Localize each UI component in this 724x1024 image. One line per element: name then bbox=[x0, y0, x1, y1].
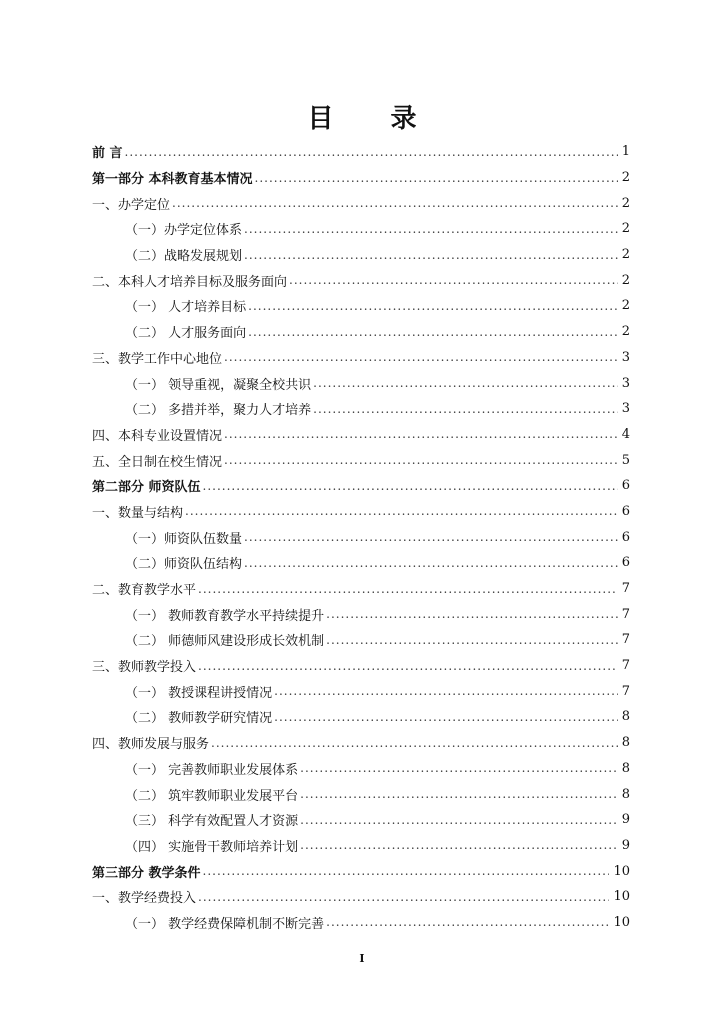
toc-entry-page: 10 bbox=[613, 863, 630, 879]
toc-entry[interactable] bbox=[92, 781, 630, 807]
toc-entry[interactable] bbox=[92, 190, 630, 216]
toc-entry-label: （一） 教学经费保障机制不断完善 bbox=[125, 916, 325, 932]
dot-leader bbox=[203, 863, 610, 879]
dot-leader bbox=[244, 529, 618, 545]
toc-entry-page: 10 bbox=[613, 889, 630, 905]
toc-entry[interactable] bbox=[92, 267, 630, 293]
toc-entry[interactable] bbox=[92, 345, 630, 371]
dot-leader bbox=[255, 170, 618, 186]
toc-entry[interactable] bbox=[92, 165, 630, 191]
dot-leader bbox=[300, 837, 618, 853]
toc-entry-page: 9 bbox=[621, 812, 630, 828]
dot-leader bbox=[198, 889, 609, 905]
toc-entry-page: 2 bbox=[621, 170, 630, 186]
toc-entry[interactable] bbox=[92, 910, 630, 936]
toc-entry-page: 2 bbox=[621, 221, 630, 237]
dot-leader bbox=[313, 401, 618, 417]
toc-entry-page: 9 bbox=[621, 837, 630, 853]
toc-entry-label: 第三部分 教学条件 bbox=[92, 865, 201, 881]
toc-entry-label: 二、教育教学水平 bbox=[92, 583, 197, 599]
toc-entry-label: （二） 人才服务面向 bbox=[125, 326, 247, 342]
toc-entry-page: 3 bbox=[621, 349, 630, 365]
dot-leader bbox=[198, 658, 618, 674]
toc-entry[interactable] bbox=[92, 576, 630, 602]
toc-entry-label: （一） 人才培养目标 bbox=[125, 300, 247, 316]
toc-entry-label: 五、全日制在校生情况 bbox=[92, 454, 223, 470]
dot-leader bbox=[313, 375, 618, 391]
toc-entry[interactable] bbox=[92, 473, 630, 499]
dot-leader bbox=[274, 709, 618, 725]
toc-entry[interactable] bbox=[92, 601, 630, 627]
dot-leader bbox=[289, 272, 618, 288]
toc-entry-page: 10 bbox=[613, 914, 630, 930]
toc-entry-label: 四、教师发展与服务 bbox=[92, 737, 210, 753]
toc-entry-label: （一） 教师教育教学水平持续提升 bbox=[125, 608, 325, 624]
toc-entry-page: 3 bbox=[621, 401, 630, 417]
dot-leader bbox=[244, 221, 618, 237]
table-of-contents bbox=[92, 139, 630, 935]
toc-entry-page: 2 bbox=[621, 324, 630, 340]
toc-entry-page: 2 bbox=[621, 195, 630, 211]
dot-leader bbox=[198, 581, 618, 597]
dot-leader bbox=[185, 503, 618, 519]
toc-entry-page: 8 bbox=[621, 786, 630, 802]
dot-leader bbox=[300, 760, 618, 776]
dot-leader bbox=[326, 606, 618, 622]
toc-entry-label: 第二部分 师资队伍 bbox=[92, 480, 201, 496]
toc-entry-page: 4 bbox=[621, 426, 630, 442]
toc-entry[interactable] bbox=[92, 139, 630, 165]
toc-entry-page: 6 bbox=[621, 478, 630, 494]
toc-entry-page: 8 bbox=[621, 735, 630, 751]
dot-leader bbox=[248, 298, 618, 314]
toc-entry[interactable] bbox=[92, 884, 630, 910]
toc-entry-page: 7 bbox=[621, 658, 630, 674]
dot-leader bbox=[224, 426, 618, 442]
dot-leader bbox=[244, 555, 618, 571]
toc-entry-label: 一、办学定位 bbox=[92, 197, 171, 213]
toc-entry-label: （四） 实施骨干教师培养计划 bbox=[125, 839, 299, 855]
toc-entry[interactable] bbox=[92, 550, 630, 576]
toc-entry-page: 7 bbox=[621, 606, 630, 622]
dot-leader bbox=[125, 144, 618, 160]
toc-entry-label: 一、教学经费投入 bbox=[92, 891, 197, 907]
toc-entry-label: （一） 完善教师职业发展体系 bbox=[125, 762, 299, 778]
dot-leader bbox=[224, 452, 618, 468]
toc-entry-label: 前 言 bbox=[92, 146, 123, 162]
toc-entry[interactable] bbox=[92, 653, 630, 679]
dot-leader bbox=[326, 914, 609, 930]
toc-entry-label: （二）战略发展规划 bbox=[125, 249, 243, 265]
toc-entry-label: （二）师资队伍结构 bbox=[125, 557, 243, 573]
toc-entry-page: 7 bbox=[621, 632, 630, 648]
toc-entry[interactable] bbox=[92, 370, 630, 396]
dot-leader bbox=[203, 478, 618, 494]
toc-entry-page: 2 bbox=[621, 247, 630, 263]
toc-entry[interactable] bbox=[92, 524, 630, 550]
dot-leader bbox=[248, 324, 618, 340]
toc-entry-page: 1 bbox=[621, 144, 630, 160]
toc-entry[interactable] bbox=[92, 756, 630, 782]
dot-leader bbox=[300, 812, 618, 828]
toc-entry-label: 三、教学工作中心地位 bbox=[92, 351, 223, 367]
toc-entry-label: 四、本科专业设置情况 bbox=[92, 428, 223, 444]
toc-entry[interactable] bbox=[92, 730, 630, 756]
toc-entry[interactable] bbox=[92, 858, 630, 884]
toc-entry[interactable] bbox=[92, 422, 630, 448]
toc-entry-label: 一、数量与结构 bbox=[92, 505, 184, 521]
toc-entry-page: 2 bbox=[621, 298, 630, 314]
dot-leader bbox=[224, 349, 618, 365]
toc-entry-page: 7 bbox=[621, 683, 630, 699]
dot-leader bbox=[244, 247, 618, 263]
toc-entry[interactable] bbox=[92, 704, 630, 730]
dot-leader bbox=[274, 683, 618, 699]
toc-entry[interactable] bbox=[92, 447, 630, 473]
toc-entry-label: （一）办学定位体系 bbox=[125, 223, 243, 239]
dot-leader bbox=[172, 195, 618, 211]
toc-entry-page: 8 bbox=[621, 709, 630, 725]
toc-entry-page: 7 bbox=[621, 581, 630, 597]
toc-entry-label: 二、本科人才培养目标及服务面向 bbox=[92, 274, 288, 290]
toc-entry-page: 3 bbox=[621, 375, 630, 391]
toc-entry-label: （二） 筑牢教师职业发展平台 bbox=[125, 788, 299, 804]
toc-entry[interactable] bbox=[92, 678, 630, 704]
toc-entry-label: （一） 教授课程讲授情况 bbox=[125, 685, 273, 701]
toc-entry[interactable] bbox=[92, 807, 630, 833]
toc-entry[interactable] bbox=[92, 833, 630, 859]
toc-entry-page: 6 bbox=[621, 503, 630, 519]
dot-leader bbox=[326, 632, 618, 648]
dot-leader bbox=[300, 786, 618, 802]
toc-entry-label: （二） 教师教学研究情况 bbox=[125, 711, 273, 727]
toc-entry[interactable] bbox=[92, 499, 630, 525]
toc-entry[interactable] bbox=[92, 396, 630, 422]
toc-entry-label: （二） 多措并举，聚力人才培养 bbox=[125, 403, 312, 419]
toc-entry[interactable] bbox=[92, 216, 630, 242]
toc-entry-page: 8 bbox=[621, 760, 630, 776]
page-title: 目 录 bbox=[307, 104, 441, 134]
dot-leader bbox=[211, 735, 618, 751]
toc-entry[interactable] bbox=[92, 293, 630, 319]
toc-entry-label: 三、教师教学投入 bbox=[92, 660, 197, 676]
toc-entry-label: （三） 科学有效配置人才资源 bbox=[125, 814, 299, 830]
toc-entry-page: 6 bbox=[621, 529, 630, 545]
toc-entry[interactable] bbox=[92, 319, 630, 345]
toc-entry-page: 2 bbox=[621, 272, 630, 288]
toc-entry-page: 5 bbox=[621, 452, 630, 468]
page-number: I bbox=[359, 952, 365, 965]
toc-entry[interactable] bbox=[92, 242, 630, 268]
toc-entry-page: 6 bbox=[621, 555, 630, 571]
toc-entry-label: 第一部分 本科教育基本情况 bbox=[92, 172, 253, 188]
toc-entry-label: （二） 师德师风建设形成长效机制 bbox=[125, 634, 325, 650]
toc-entry-label: （一） 领导重视，凝聚全校共识 bbox=[125, 377, 312, 393]
toc-entry[interactable] bbox=[92, 627, 630, 653]
toc-entry-label: （一）师资队伍数量 bbox=[125, 531, 243, 547]
